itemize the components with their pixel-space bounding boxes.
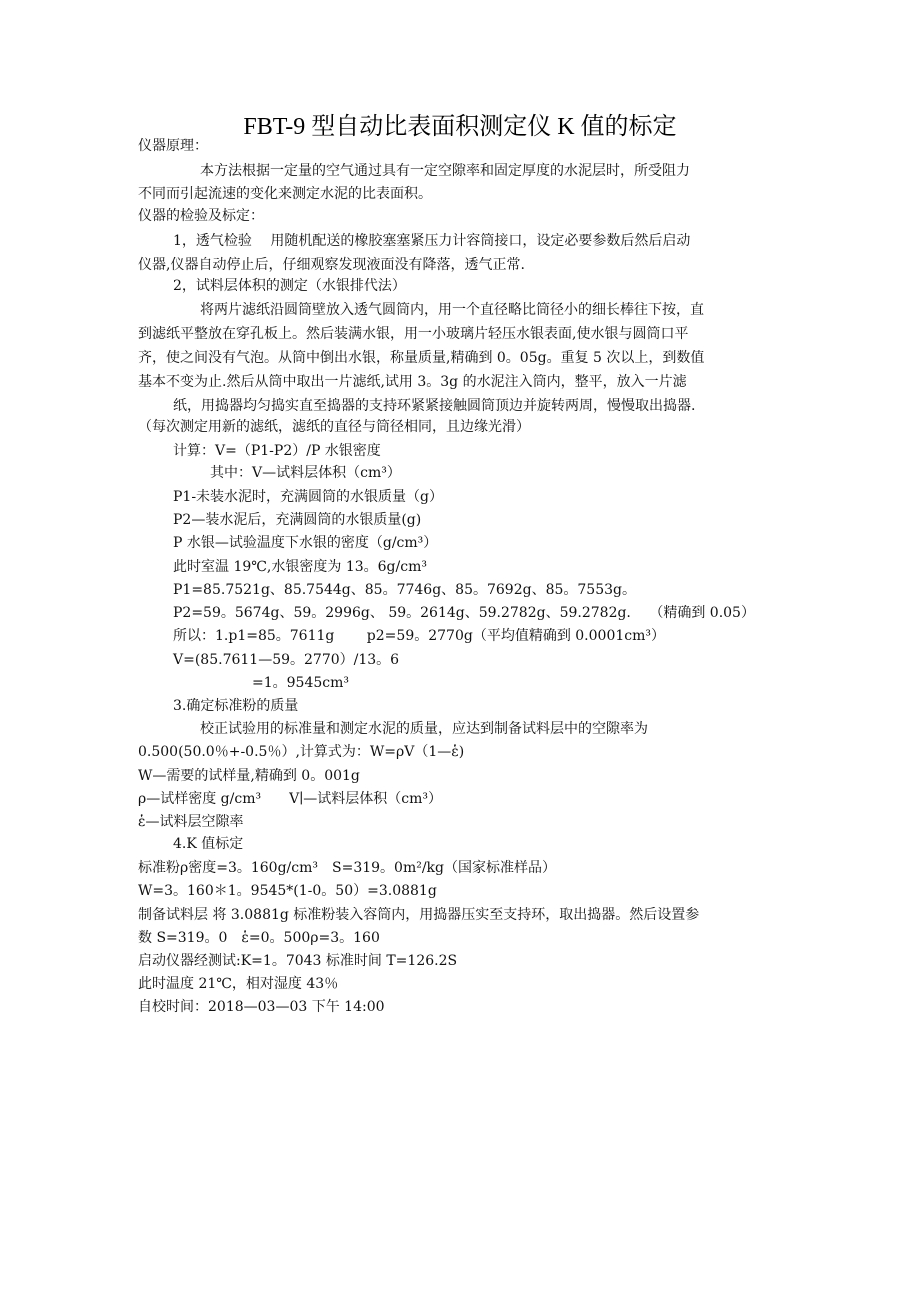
data-line: P2=59。5674g、59。2996g、 59。2614g、59.2782g、59.2782g. （精确到 0.05） xyxy=(173,605,755,621)
subsection-heading: 4.K 值标定 xyxy=(173,836,244,852)
data-line: =1。9545cm³ xyxy=(252,675,349,691)
subsection-heading: 2，试料层体积的测定（水银排代法） xyxy=(173,278,406,294)
data-line: 标准粉ρ密度=3。160g/cm³ S=319。0m²/kg（国家标准样品） xyxy=(138,860,556,876)
formula-line: 计算：V=（P1-P2）/P 水银密度 xyxy=(173,443,381,459)
data-line: 启动仪器经测试:K=1。7043 标准时间 T=126.2S xyxy=(138,953,458,969)
formula-line: 其中：V—试料层体积（cm³） xyxy=(210,465,401,481)
paragraph-line: 基本不变为止.然后从筒中取出一片滤纸,试用 3。3g 的水泥注入筒内，整平，放入一片滤 xyxy=(138,374,687,390)
paragraph-line: 到滤纸平整放在穿孔板上。然后装满水银，用一小玻璃片轻压水银表面,使水银与圆筒口平 xyxy=(138,326,689,342)
definition-line: P1-未装水泥时，充满圆筒的水银质量（g） xyxy=(173,489,444,505)
definition-line: ἑ—试料层空隙率 xyxy=(138,814,244,830)
definition-line: P2—装水泥后，充满圆筒的水银质量(g) xyxy=(173,512,422,528)
page-title: FBT-9 型自动比表面积测定仪 K 值的标定 xyxy=(243,114,677,140)
paragraph-line: 1，透气检验 用随机配送的橡胶塞塞紧压力计容筒接口，设定必要参数后然后启动 xyxy=(173,233,691,249)
data-line: W=3。160＊1。9545*(1-0。50）=3.0881g xyxy=(138,883,437,899)
paragraph-line: 本方法根据一定量的空气通过具有一定空隙率和固定厚度的水泥层时，所受阻力 xyxy=(200,163,690,179)
paragraph-line: 制备试料层 将 3.0881g 标准粉装入容筒内，用捣器压实至支持环，取出捣器。然后设置参 xyxy=(138,907,700,923)
data-line: 自校时间：2018—03—03 下午 14:00 xyxy=(138,999,385,1015)
definition-line: P 水银—试验温度下水银的密度（g/cm³） xyxy=(173,535,438,551)
paragraph-line: 0.500(50.0％+-0.5％）,计算式为：W=ρV（1—ἑ) xyxy=(138,744,465,760)
paragraph-line: 校正试验用的标准量和测定水泥的质量，应达到制备试料层中的空隙率为 xyxy=(200,721,648,737)
paragraph-line: 仪器,仪器自动停止后，仔细观察发现液面没有降落，透气正常. xyxy=(138,257,525,273)
subsection-heading: 3.确定标准粉的质量 xyxy=(173,698,299,714)
data-line: 此时温度 21℃，相对湿度 43％ xyxy=(138,976,339,992)
section-heading: 仪器的检验及标定： xyxy=(138,208,264,224)
paragraph-line: （每次测定用新的滤纸，滤纸的直径与筒径相同，且边缘光滑） xyxy=(138,419,530,435)
paragraph-line: 纸，用捣器均匀捣实直至捣器的支持环紧紧接触圆筒顶边并旋转两周，慢慢取出捣器. xyxy=(173,398,696,414)
data-line: 所以：1.p1=85。7611g p2=59。2770g（平均值精确到 0.0001cm³） xyxy=(173,628,665,644)
data-line: V=(85.7611—59。2770）/13。6 xyxy=(173,652,400,668)
data-line: P1=85.7521g、85.7544g、85。7746g、85。7692g、85。7553g。 xyxy=(173,582,636,598)
data-line: 此时室温 19℃,水银密度为 13。6g/cm³ xyxy=(173,559,427,575)
section-heading: 仪器原理： xyxy=(138,138,208,154)
paragraph-line: 齐，使之间没有气泡。从筒中倒出水银，称量质量,精确到 0。05g。重复 5 次以上，到数值 xyxy=(138,350,705,366)
paragraph-line: 不同而引起流速的变化来测定水泥的比表面积。 xyxy=(138,186,432,202)
paragraph-line: 数 S=319。0 ἑ=0。500ρ=3。160 xyxy=(138,930,380,946)
definition-line: ρ—试样密度 g/cm³ V∣—试料层体积（cm³） xyxy=(138,791,443,807)
definition-line: W—需要的试样量,精确到 0。001g xyxy=(138,768,360,784)
paragraph-line: 将两片滤纸沿圆筒壁放入透气圆筒内，用一个直径略比筒径小的细长棒往下按，直 xyxy=(200,302,704,318)
